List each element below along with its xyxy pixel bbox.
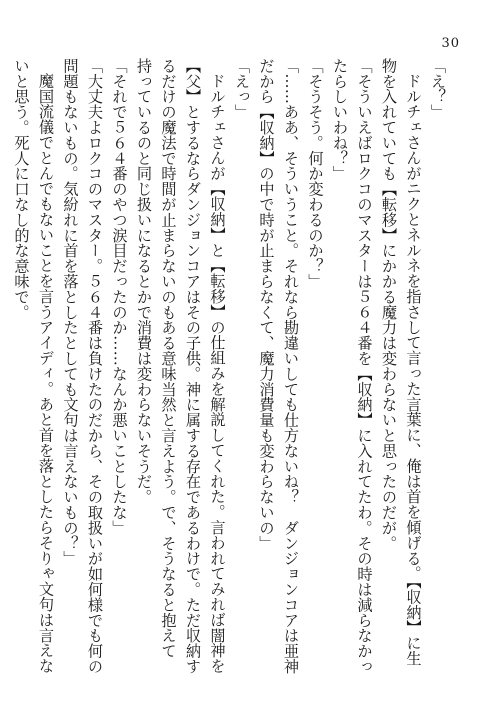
vertical-text-body <box>9 58 450 674</box>
line-text: 物を入れていても【転移】にかかる魔力は変わらないと思ったのだが。 <box>380 58 398 551</box>
text-line <box>303 58 328 668</box>
line-text: るだけの魔法で時間が止まらないのもある意味当然と言えよう。で、そうなると抱えて <box>159 58 178 659</box>
line-text: 問題もないもの。気紛れに首を落としたとしても文句は言えないもの？」 <box>61 58 80 567</box>
page-number: 30 <box>441 36 460 51</box>
text-line <box>156 58 181 668</box>
line-text: 「大丈夫よロクコのマスター。５６４番は負けたのだから、その取扱いが如何様でも何の <box>86 58 104 674</box>
line-text: いと思う。死人に口なし的な意味で。 <box>12 58 31 320</box>
line-text: 「え？」 <box>429 58 447 120</box>
text-line <box>328 58 353 668</box>
text-line <box>230 58 255 668</box>
line-text: 【父】とするならダンジョンコアはその子供。神に属する存在であるわけで。ただ収納す <box>184 58 202 674</box>
text-line <box>279 58 304 674</box>
text-line <box>58 58 83 668</box>
text-line <box>9 58 34 668</box>
text-line <box>205 58 230 674</box>
text-line <box>132 58 157 668</box>
text-line <box>181 58 206 674</box>
line-text: 「そういえばロクコのマスターは５６４番を【収納】に入れてたわ。その時は減らなかっ <box>355 58 374 674</box>
line-text: 「それで５６４番のやつ涙目だったのか……なんか悪いことしたな」 <box>110 58 129 536</box>
line-text: だから【収納】の中で時が止まらなくて、魔力消費量も変わらないの」 <box>257 58 276 551</box>
line-text: 「そうそう。何か変わるのか？」 <box>306 58 325 289</box>
text-line <box>377 58 402 668</box>
text-line <box>34 58 59 674</box>
text-line <box>352 58 377 674</box>
text-line <box>401 58 426 668</box>
line-text: 「……ああ、そういうこと。それなら勘違いしても仕方ないね？ ダンジョンコアは亜神 <box>282 58 300 674</box>
line-text: たらしいわね？」 <box>331 58 349 182</box>
text-line <box>254 58 279 668</box>
line-text: ドルチェさんが【収納】と【転移】の仕組みを解説してくれた。言われてみれば闇神を <box>208 73 227 674</box>
line-text: 「えっ」 <box>233 58 251 120</box>
text-line <box>83 58 108 674</box>
line-text: 魔国流儀でとんでもないことを言うアイディ。あと首を落としたらそりゃ文句は言えな <box>37 73 55 674</box>
text-line <box>107 58 132 668</box>
line-text: ドルチェさんがニクとネルネを指さして言った言葉に、俺は首を傾げる。【収納】に生 <box>404 73 423 666</box>
line-text: 持っているのと同じ扱いになるとかで消費は変わらないそうだ。 <box>135 58 153 505</box>
text-line <box>426 58 451 668</box>
